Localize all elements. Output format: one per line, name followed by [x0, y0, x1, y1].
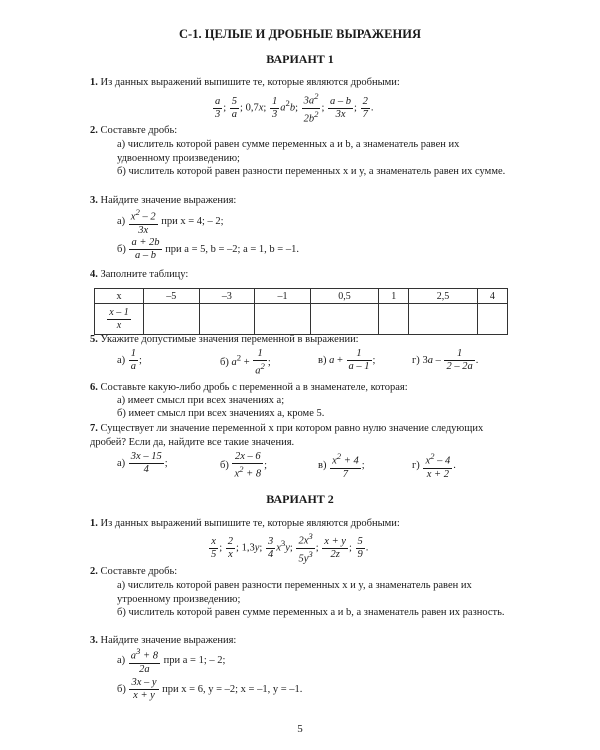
v1-q2-number: 2. — [90, 125, 98, 136]
v1-q5-c: в) a + $\frac{1}{a - 1}$ ; — [318, 348, 376, 373]
v1-q2-text: Составьте дробь: — [100, 125, 178, 136]
v1-q7-a: а) $\frac{3x - 15}{4}$ ; — [117, 451, 168, 476]
table-cell — [477, 304, 507, 335]
v1-q3-b: б) $\frac{a + 2b}{a - b}$ при a = 5, b = –2; a = 1, b = –1. — [117, 237, 299, 262]
v1-q2-a: а) числитель которой равен сумме переменных a и b, а знаменатель равен их удвоенному произведению; — [117, 139, 460, 164]
table-cell — [199, 304, 255, 335]
table-cell — [310, 304, 378, 335]
table-header-cell: 2,5 — [409, 289, 477, 304]
v2-q3-a-cond: при a = 1; – 2; — [163, 655, 226, 667]
v1-q5-b: б) $a^2$ + $\frac{1}{a^2}$ ; — [220, 348, 271, 377]
page-number: 5 — [297, 723, 303, 735]
v1-q2-b: б) числитель которой равен разности переменных x и y, а знаменатель равен их сумме. — [117, 166, 506, 177]
v2-q2 — [90, 565, 520, 579]
v1-q1-number: 1. — [90, 77, 98, 88]
v1-q4 — [90, 268, 520, 282]
table-header-cell: –1 — [255, 289, 311, 304]
v1-q1 — [90, 76, 520, 90]
v1-q7-b: б) $\frac{2x - 6}{x^2 + 8}$ ; — [220, 451, 268, 480]
v1-q5-number: 5. — [90, 334, 98, 345]
v1-q3-a-cond: при x = 4; – 2; — [161, 216, 224, 228]
v2-q1-text: Из данных выражений выпишите те, которые являются дробными: — [100, 518, 400, 529]
v1-q7-number: 7. — [90, 423, 98, 434]
v1-q3-number: 3. — [90, 195, 98, 206]
v2-q3-b-label: б) — [117, 683, 126, 695]
v1-q7 — [90, 422, 520, 449]
v1-q3-text: Найдите значение выражения: — [100, 195, 237, 206]
v1-q1-expressions: $\frac{a}{3}$ ; $\frac{5}{a}$ ; 0,7x; $\frac{1}{3}$ $a^2b$; $\frac{3a^2}{2b^2}$ ; $\frac{a - b}{3x}$ ; $\frac{2}{7}$ . — [215, 91, 374, 125]
v1-q4-text: Заполните таблицу: — [100, 269, 189, 280]
v1-q5 — [90, 333, 520, 347]
table-header-cell: –3 — [199, 289, 255, 304]
v1-q4-number: 4. — [90, 269, 98, 280]
v1-q7-d: г) $\frac{x^2 - 4}{x + 2}$ . — [412, 451, 456, 480]
page-title: С-1. ЦЕЛЫЕ И ДРОБНЫЕ ВЫРАЖЕНИЯ — [179, 27, 421, 41]
v1-q2 — [90, 124, 520, 138]
v1-q6 — [90, 381, 520, 395]
v1-q6-number: 6. — [90, 382, 98, 393]
v1-q6-text: Составьте какую-либо дробь с переменной a в знаменателе, которая: — [100, 382, 408, 393]
v2-q1-number: 1. — [90, 518, 98, 529]
v1-q6-b: б) имеет смысл при всех значениях a, кроме 5. — [117, 408, 325, 419]
v1-q3-b-cond: при a = 5, b = –2; a = 1, b = –1. — [165, 243, 299, 255]
v2-q2-text: Составьте дробь: — [100, 566, 178, 577]
v1-q5-text: Укажите допустимые значения переменной в выражении: — [100, 334, 359, 345]
table-header-cell: 1 — [379, 289, 409, 304]
table-cell — [255, 304, 311, 335]
v2-q3-a: а) $\frac{a^3 + 8}{2a}$ при a = 1; – 2; — [117, 646, 226, 675]
v2-q3-b: б) $\frac{3x - y}{x + y}$ при x = 6, y = –2; x = –1, y = –1. — [117, 677, 303, 702]
v1-q5-a: а) $\frac{1}{a}$ ; — [117, 348, 142, 373]
v1-q7-c: в) $\frac{x^2 + 4}{7}$ ; — [318, 451, 365, 480]
v2-q2-number: 2. — [90, 566, 98, 577]
v2-q3-b-cond: при x = 6, y = –2; x = –1, y = –1. — [162, 683, 303, 695]
v2-q3-a-label: а) — [117, 655, 126, 667]
v2-q1 — [90, 517, 520, 531]
table-header-cell: 0,5 — [310, 289, 378, 304]
table-cell — [409, 304, 477, 335]
table-header-cell: –5 — [144, 289, 200, 304]
table-cell — [379, 304, 409, 335]
v1-q7-text: Существует ли значение переменной x при котором равно нулю значение следующих дробей? Если да, найдите все такие значения. — [90, 423, 484, 448]
table-row-label: $\frac{x - 1}{x}$ — [95, 304, 144, 335]
v1-q3-a: а) $\frac{x^2 - 2}{3x}$ при x = 4; – 2; — [117, 207, 224, 236]
v2-q3-text: Найдите значение выражения: — [100, 635, 237, 646]
v2-q1-expressions: $\frac{x}{5}$ ; $\frac{2}{x}$ ; 1,3y; $\frac{3}{4}$ $x^3y$; $\frac{2x^3}{5y^3}$ ; $\frac{x + y}{2z}$ ; $\frac{5}{9}$ . — [211, 531, 369, 565]
table-header-cell: 4 — [477, 289, 507, 304]
v1-q1-text: Из данных выражений выпишите те, которые являются дробными: — [100, 77, 400, 88]
table-header-cell: x — [95, 289, 144, 304]
v1-q4-table — [94, 288, 508, 335]
v1-q6-a: а) имеет смысл при всех значениях a; — [117, 395, 285, 406]
v1-q5-d: г) 3a – $\frac{1}{2 - 2a}$ . — [412, 348, 479, 373]
v2-q3-number: 3. — [90, 635, 98, 646]
v1-q3-b-label: б) — [117, 243, 126, 255]
variant-1-heading: ВАРИАНТ 1 — [266, 52, 334, 66]
table-cell — [144, 304, 200, 335]
variant-2-heading: ВАРИАНТ 2 — [266, 492, 334, 506]
v1-q3-a-label: а) — [117, 216, 126, 228]
v2-q2-a: а) числитель которой равен разности переменных x и y, а знаменатель равен их утроенному произведению; — [117, 580, 472, 605]
v2-q2-b: б) числитель которой равен сумме переменных a и b, а знаменатель равен их разность. — [117, 607, 505, 618]
v1-q3 — [90, 194, 520, 208]
